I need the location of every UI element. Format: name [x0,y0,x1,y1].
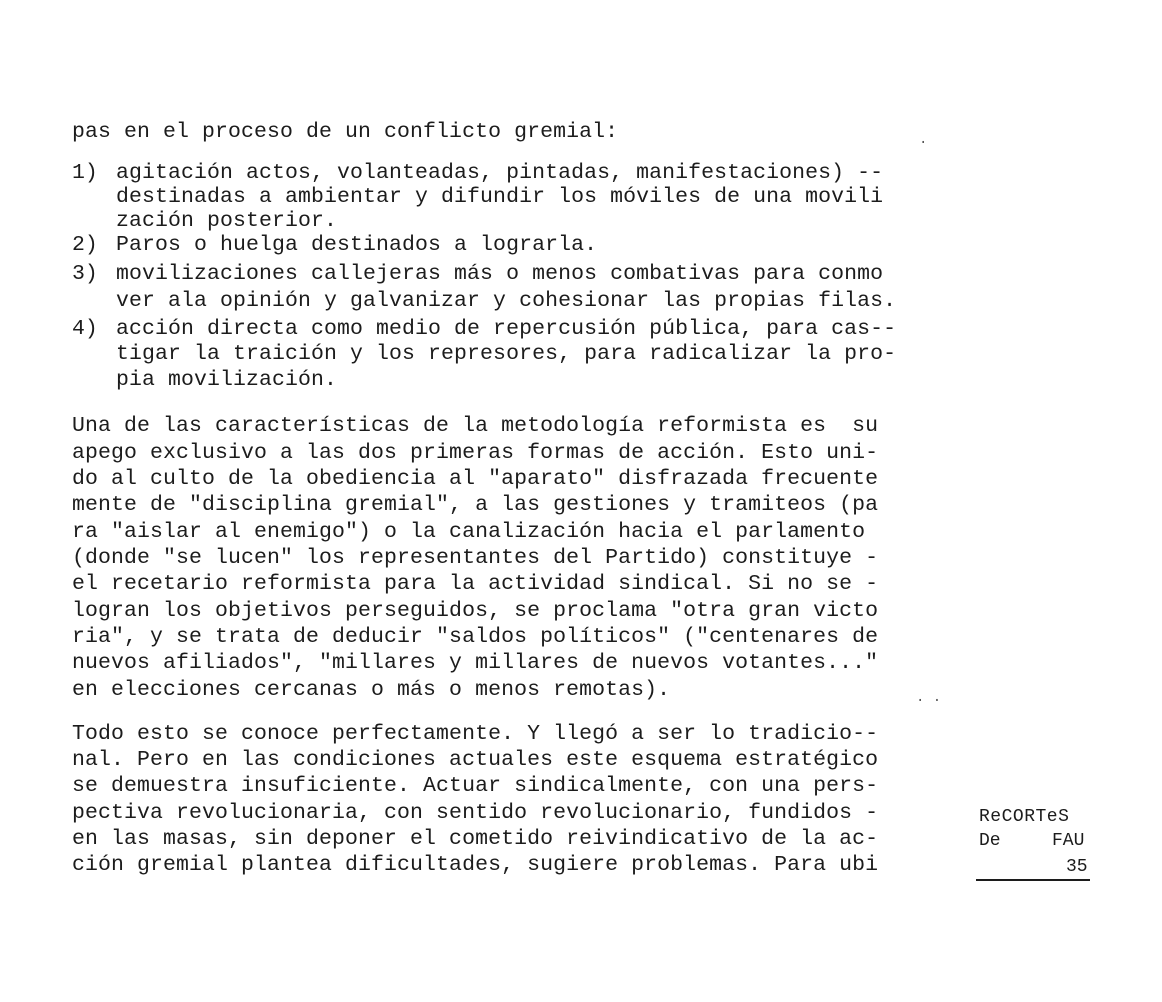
list-item-line: agitación actos, volanteadas, pintadas, manifestaciones) -- [116,161,884,185]
list-item-line: destinadas a ambientar y difundir los móviles de una movili [116,185,884,209]
intro-line: pas en el proceso de un conflicto gremial: [72,120,619,144]
paragraph-line: pectiva revolucionaria, con sentido revolucionario, fundidos - [72,801,879,825]
ink-speck: . . [916,690,942,706]
paragraph-line: ra "aislar al enemigo") o la canalización hacia el parlamento [72,520,866,544]
list-item-number: 2) [72,233,98,257]
paragraph-line: ción gremial plantea dificultades, sugiere problemas. Para ubi [72,853,879,877]
paragraph-line: Una de las características de la metodología reformista es su [72,414,879,438]
stamp-rule [976,879,1090,881]
list-item-line: Paros o huelga destinados a lograrla. [116,233,598,257]
paragraph-line: en elecciones cercanas o más o menos remotas). [72,678,671,702]
list-item-line: ver ala opinión y galvanizar y cohesionar las propias filas. [116,289,897,313]
stamp-left-label: De [979,831,1001,851]
page-number: 35 [1066,857,1088,877]
list-item-line: movilizaciones callejeras más o menos combativas para conmo [116,262,884,286]
paragraph-line: nal. Pero en las condiciones actuales este esquema estratégico [72,748,879,772]
list-item-line: pia movilización. [116,368,338,392]
stamp-title: ReCORTeS [979,807,1070,827]
paragraph-line: mente de "disciplina gremial", a las gestiones y tramiteos (pa [72,493,879,517]
paragraph-line: do al culto de la obediencia al "aparato" disfrazada frecuente [72,467,879,491]
list-item-line: tigar la traición y los represores, para radicalizar la pro- [116,342,897,366]
paragraph-line: en las masas, sin deponer el cometido reivindicativo de la ac- [72,827,879,851]
stamp-right-label: FAU [1052,831,1085,851]
paragraph-line: nuevos afiliados", "millares y millares de nuevos votantes..." [72,651,879,675]
paragraph-line: el recetario reformista para la actividad sindical. Si no se - [72,572,879,596]
list-item-number: 1) [72,161,98,185]
paragraph-line: ria", y se trata de deducir "saldos políticos" ("centenares de [72,625,879,649]
paragraph-line: (donde "se lucen" los representantes del Partido) constituye - [72,546,879,570]
list-item-line: zación posterior. [116,209,338,233]
ink-speck: . [919,132,928,148]
list-item-line: acción directa como medio de repercusión pública, para cas-- [116,317,897,341]
paragraph-line: logran los objetivos perseguidos, se proclama "otra gran victo [72,599,879,623]
paragraph-line: se demuestra insuficiente. Actuar sindicalmente, con una pers- [72,774,879,798]
paragraph-line: Todo esto se conoce perfectamente. Y llegó a ser lo tradicio-- [72,722,879,746]
paragraph-line: apego exclusivo a las dos primeras formas de acción. Esto uni- [72,441,879,465]
list-item-number: 3) [72,262,98,286]
list-item-number: 4) [72,317,98,341]
